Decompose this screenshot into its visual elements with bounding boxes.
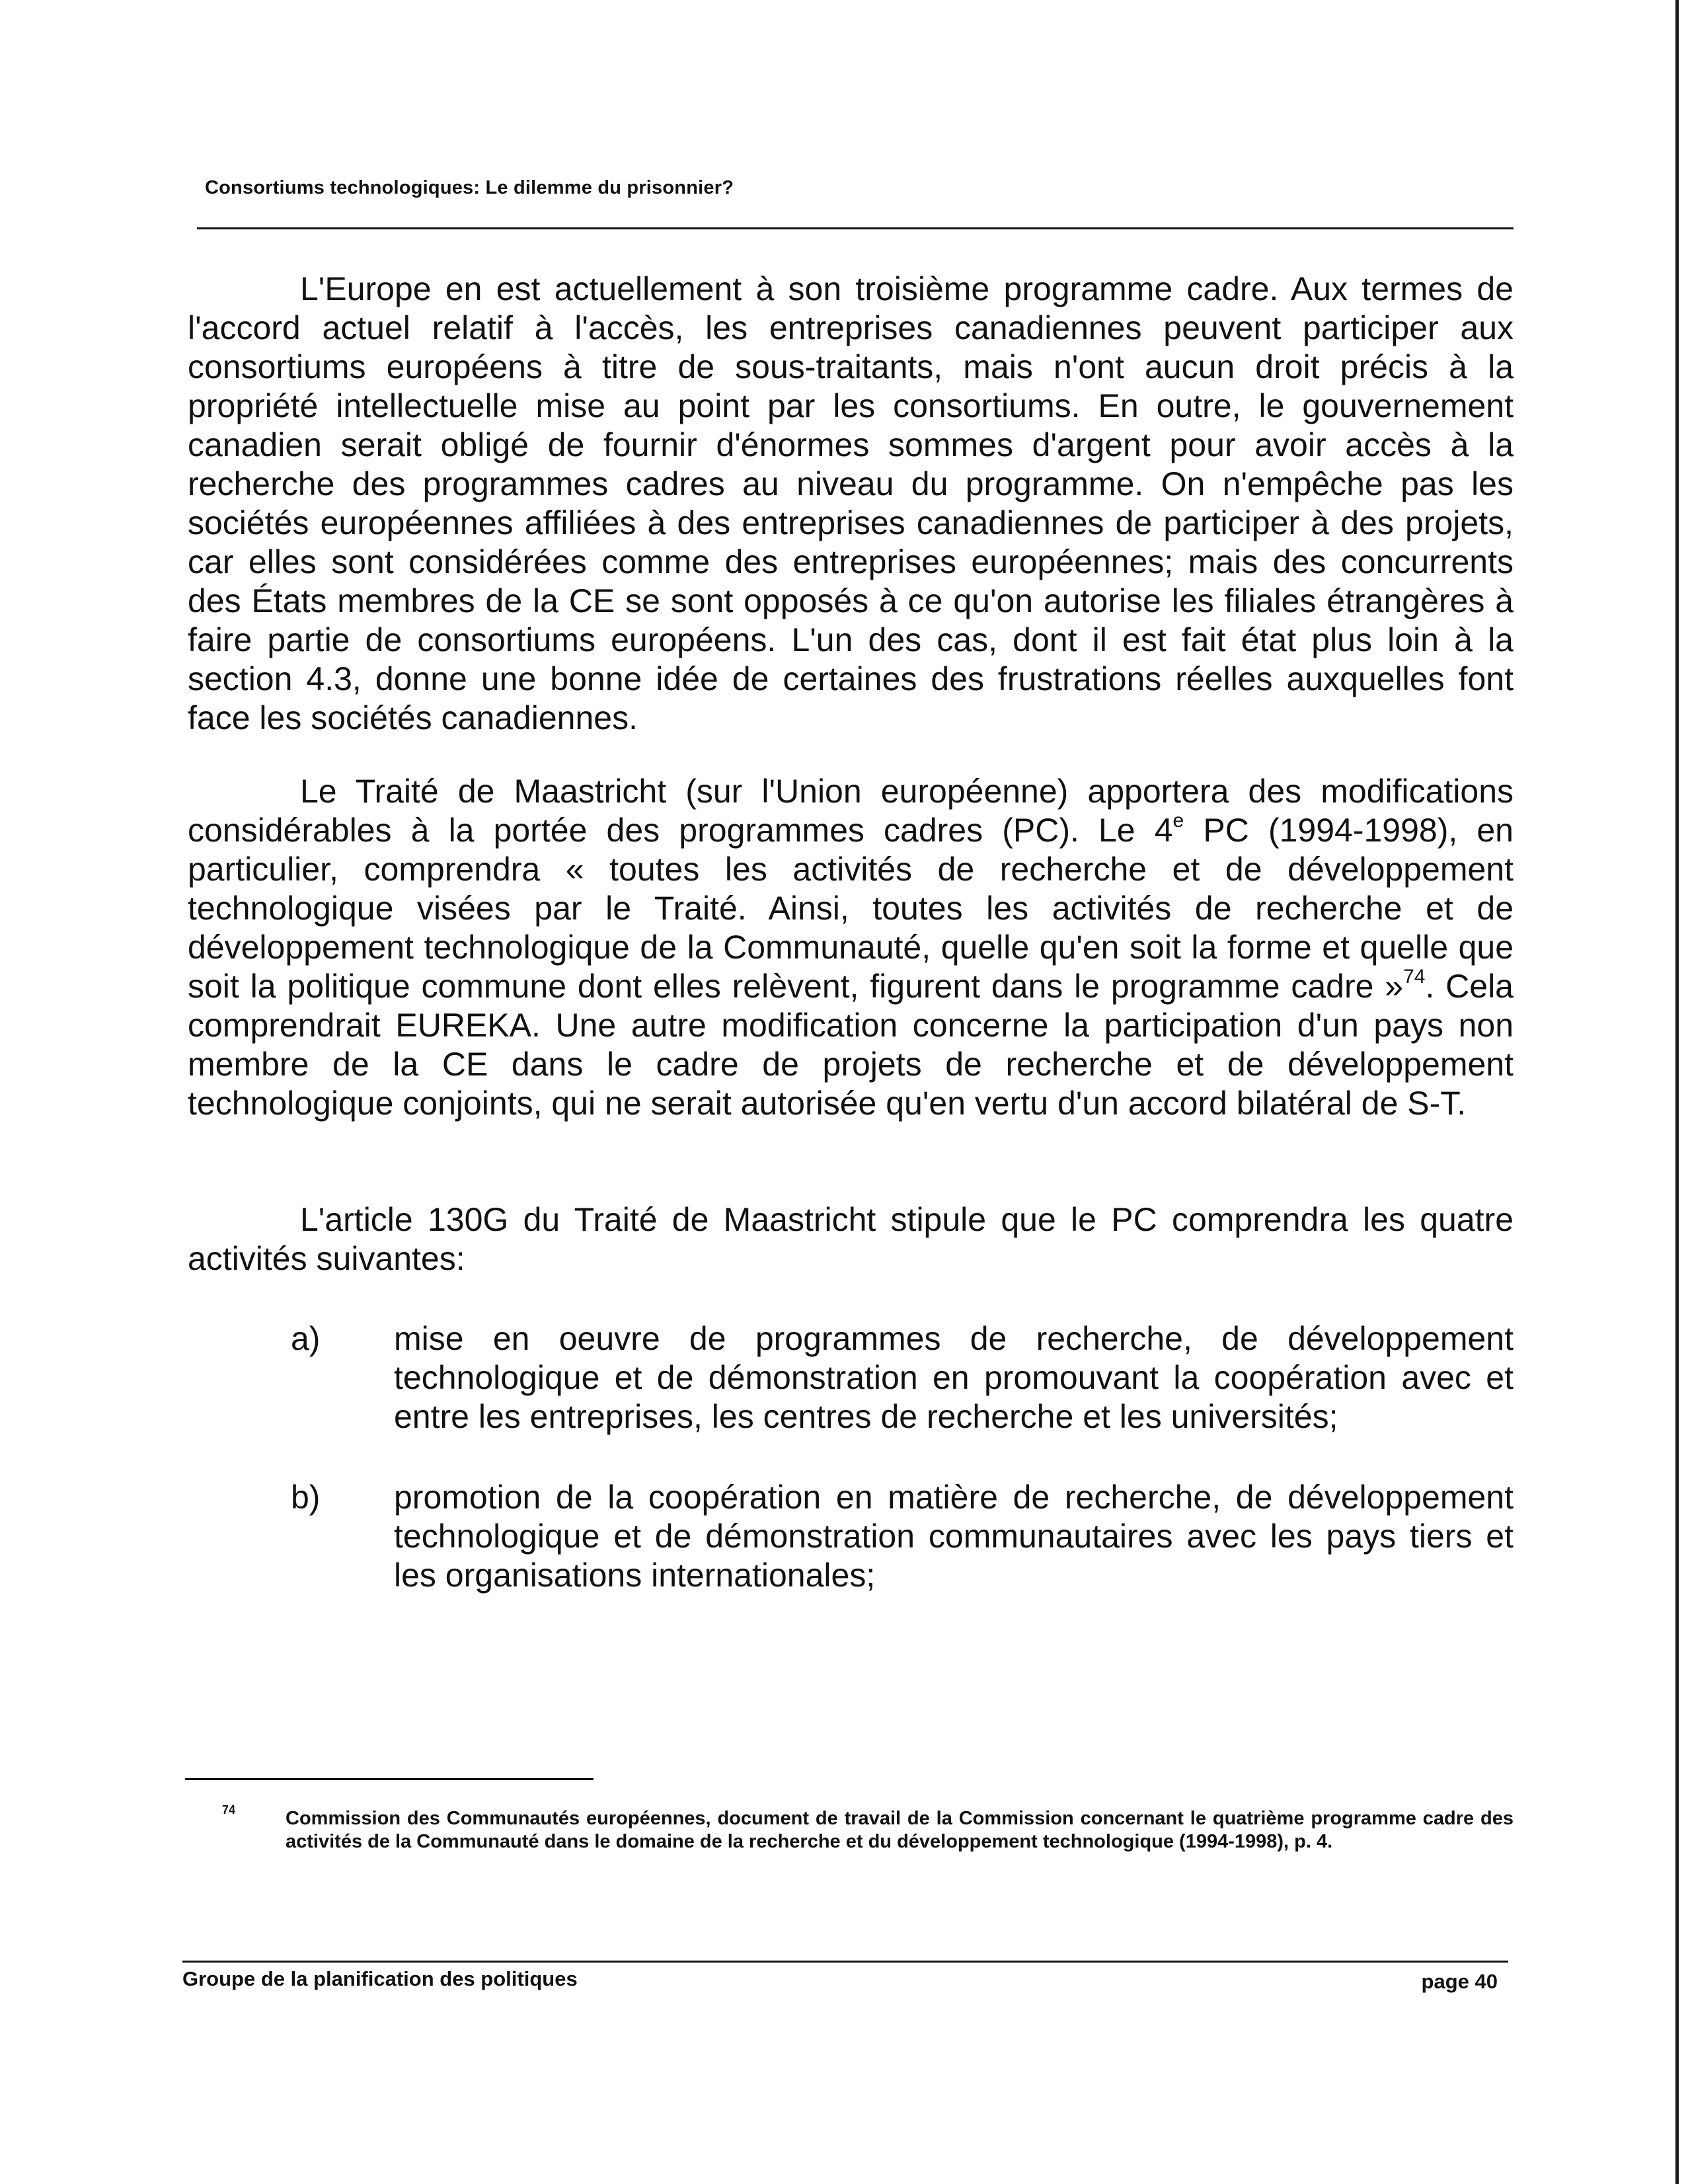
list-marker: a) — [291, 1320, 321, 1357]
paragraph-2-part-a: Le Traité de Maastricht (sur l'Union européenne) apportera des modifications considérables à la portée des programmes cadres (PC). Le 4 — [188, 773, 1514, 849]
footer-rule — [182, 1961, 1508, 1963]
paragraph-2-part-c: . Cela comprendrait EUREKA. Une autre modification concerne la participation d'un pays non membre de la CE dans le cadre de projets de recherche et de développement technologique conjoints, qui ne serait autorisée qu'en vertu d'un accord bilatéral de S-T. — [188, 968, 1514, 1122]
footnote-rule — [185, 1778, 594, 1780]
page-number: page 40 — [1421, 1970, 1498, 1993]
scan-edge — [1675, 0, 1679, 2184]
paragraph-1-text: L'Europe en est actuellement à son troisième programme cadre. Aux termes de l'accord actuel relatif à l'accès, les entreprises canadiennes peuvent participer aux consortiums européens à titre de sous-traitants, mais n'ont aucun droit précis à la propriété intellectuelle mise au point par les consortiums. En outre, le gouvernement canadien serait obligé de fournir d'énormes sommes d'argent pour avoir accès à la recherche des programmes cadres au niveau du programme. On n'empêche pas les sociétés européennes affiliées à des entreprises canadiennes de participer à des projets, car elles sont considérées comme des entreprises européennes; mais des concurrents des États membres de la CE se sont opposés à ce qu'on autorise les filiales étrangères à faire partie de consortiums européens. L'un des cas, dont il est fait état plus loin à la section 4.3, donne une bonne idée de certaines des frustrations réelles auxquelles font face les sociétés canadiennes. — [188, 270, 1514, 736]
paragraph-1 — [188, 270, 1514, 738]
list-item-text: mise en oeuvre de programmes de recherche, de développement technologique et de démonstration en promouvant la coopération avec et entre les entreprises, les centres de recherche et les universités; — [394, 1320, 1514, 1435]
paragraph-3-text: L'article 130G du Traité de Maastricht stipule que le PC comprendra les quatre activités suivantes: — [188, 1201, 1514, 1277]
running-header: Consortiums technologiques: Le dilemme du prisonnier? — [205, 177, 734, 198]
paragraph-3 — [188, 1200, 1514, 1278]
footnote-text: Commission des Communautés européennes, document de travail de la Commission concernant le quatrième programme cadre des activités de la Communauté dans le domaine de la recherche et du développement technologique (1994-1998), p. 4. — [286, 1808, 1514, 1852]
footer-organization: Groupe de la planification des politiques — [182, 1967, 578, 1990]
list-marker: b) — [291, 1479, 321, 1516]
paragraph-2 — [188, 772, 1514, 1123]
footnote-reference[interactable]: 74 — [1403, 966, 1426, 988]
paragraph-2-text — [188, 772, 1514, 1123]
list-item-text: promotion de la coopération en matière de recherche, de développement technologique et de démonstration communautaires avec les pays tiers et les organisations internationales; — [394, 1479, 1514, 1594]
paragraph-2-part-b: PC (1994-1998), en particulier, comprendra « toutes les activités de recherche et de développement technologique visées par le Traité. Ainsi, toutes les activités de recherche et de développement technologique de la Communauté, quelle qu'en soit la forme et quelle que soit la politique commune dont elles relèvent, figurent dans le programme cadre » — [188, 812, 1514, 1005]
ordinal-superscript: e — [1172, 810, 1184, 832]
footnote-number: 74 — [222, 1803, 236, 1816]
header-rule — [197, 227, 1514, 229]
